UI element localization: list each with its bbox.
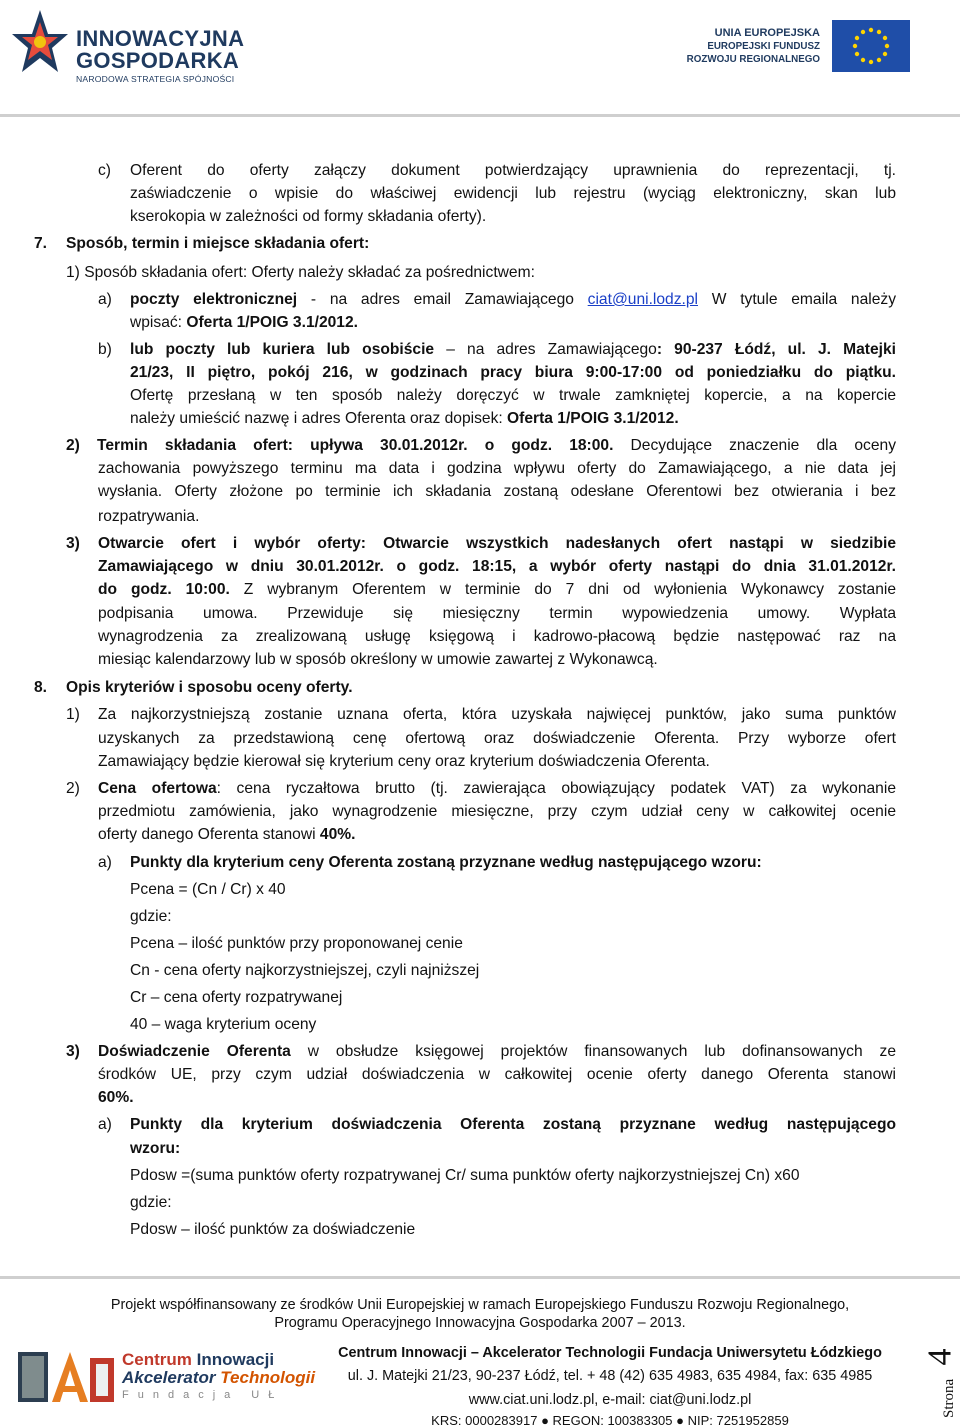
section-7-item1: 1) Sposób składania ofert: Oferty należy składać za pośrednictwem: bbox=[66, 264, 535, 281]
krs-number: KRS: 0000283917 bbox=[431, 1413, 538, 1427]
page-label: Strona bbox=[941, 1378, 957, 1418]
section-8-title: Opis kryteriów i sposobu oceny oferty. bbox=[66, 679, 353, 696]
footer-org-name: Centrum Innowacji – Akcelerator Technologii Fundacja Uniwersytetu Łódzkiego bbox=[338, 1345, 882, 1361]
s7-b-line4-text: należy umieścić nazwę i adres Oferenta oraz dopisek: bbox=[130, 410, 508, 427]
section-7-b-line1 bbox=[130, 340, 896, 360]
s7-a-bold: poczty elektronicznej bbox=[130, 291, 298, 308]
email-link[interactable]: ciat@uni.lodz.pl bbox=[587, 291, 698, 308]
ig-logo-line1: INNOWACYJNA bbox=[76, 26, 245, 51]
s8-2-line3-bold: 40%. bbox=[319, 826, 356, 843]
section-7-item2-line1 bbox=[66, 436, 896, 456]
section-8-3a-def1: Pdosw – ilość punktów za doświadczenie bbox=[130, 1221, 416, 1238]
section-8-3a-formula: Pdosw =(suma punktów oferty rozpatrywanej Cr/ suma punktów oferty najkorzystniejszej Cn) x60 bbox=[130, 1167, 800, 1184]
section-8-item2-line3 bbox=[98, 825, 355, 845]
item-c-label: c) bbox=[98, 162, 111, 179]
page-header bbox=[0, 0, 960, 110]
s7-b-bold: lub poczty lub kuriera lub osobiście bbox=[130, 341, 435, 358]
cai-mark-icon bbox=[18, 1348, 118, 1406]
section-8-2a-label: a) bbox=[98, 854, 112, 871]
section-7-item3-line4: podpisania umowa. Przewiduje się miesięczny termin wypowiedzenia umowy. Wypłata bbox=[98, 605, 896, 622]
section-7-b-line4 bbox=[130, 409, 679, 429]
s7-b-text: – na adres Zamawiającego bbox=[434, 341, 657, 358]
section-7-item3-line6: miesiąc kalendarzowy lub w sposób określony w umowie zawartej z Wykonawcą. bbox=[98, 651, 658, 668]
section-8-item2-label: 2) bbox=[66, 780, 80, 797]
s7-3-line3-bold: do godz. 10:00. bbox=[98, 581, 230, 598]
section-8-item1-line3: Zamawiający będzie kierował się kryterium ceny oraz kryterium doświadczenia Oferenta. bbox=[98, 753, 710, 770]
section-8-2a-def4: 40 – waga kryterium oceny bbox=[130, 1016, 317, 1033]
page-number: 4 bbox=[921, 1348, 959, 1366]
s7-a-text2: W tytule emaila należy bbox=[698, 291, 897, 308]
cai-logo-line1b: Innowacji bbox=[191, 1350, 275, 1369]
s8-2-text: : cena ryczałtowa brutto (tj. zawierająca obowiązujący podatek VAT) za wykonanie bbox=[216, 780, 896, 797]
cai-logo-line3: Fundacja UŁ bbox=[122, 1389, 284, 1401]
section-8-2a-def2: Cn - cena oferty najkorzystniejszej, czyli najniższej bbox=[130, 962, 480, 979]
section-8-item3-line2: środków UE, przy czym udział doświadczenia w całkowitej ocenie oferty danego Oferenta stanowi bbox=[98, 1066, 896, 1083]
s8-3-text: w obsłudze księgowej projektów finansowanych lub dofinansowanych ze bbox=[290, 1043, 897, 1060]
section-8-item2-line1 bbox=[98, 779, 896, 799]
section-8-2a-title: Punkty dla kryterium ceny Oferenta zostaną przyznane według następującego wzoru: bbox=[130, 854, 762, 871]
s7-3-line3-text: Z wybranym Oferentem w terminie do 7 dni od wyłonienia Wykonawcy zostanie bbox=[229, 581, 896, 598]
s7-a-text: - na adres email Zamawiającego bbox=[297, 291, 588, 308]
item-c-line2: zaświadczenie o wpisie do właściwej ewidencji lub rejestru (wyciąg elektroniczny, skan lub bbox=[130, 185, 896, 202]
ig-logo-line3: NARODOWA STRATEGIA SPÓJNOŚCI bbox=[76, 74, 235, 84]
section-7-b-line2: 21/23, II piętro, pokój 216, w godzinach pracy biura 9:00-17:00 od poniedziałku do piątku. bbox=[130, 364, 896, 381]
section-8-item2-line2: przedmiotu zamówienia, jako wynagrodzenie miesięczne, przy czym udział ceny w całkowitej ocenie bbox=[98, 803, 896, 820]
section-8-2a-gdzie: gdzie: bbox=[130, 908, 172, 925]
section-7-b-line3: Ofertę przesłaną w ten sposób należy doręczyć w trwale zamkniętej kopercie, a na kopercie bbox=[130, 387, 896, 404]
footer-registry bbox=[308, 1412, 912, 1427]
section-7-b-label: b) bbox=[98, 341, 112, 358]
section-8-3a-line1: Punkty dla kryterium doświadczenia Oferenta zostaną przyznane według następującego bbox=[130, 1116, 896, 1133]
eu-logo bbox=[686, 20, 910, 80]
eu-logo-line2: EUROPEJSKI FUNDUSZ bbox=[707, 41, 820, 52]
bullet-icon: ● bbox=[676, 1413, 684, 1427]
s7-a-line2-bold: Oferta 1/POIG 3.1/2012. bbox=[186, 314, 358, 331]
cai-logo-line1 bbox=[122, 1350, 274, 1370]
section-7-a-line1 bbox=[130, 290, 896, 310]
header-divider bbox=[0, 114, 960, 117]
cai-logo-line2 bbox=[122, 1368, 315, 1388]
ig-logo-line2: GOSPODARKA bbox=[76, 48, 240, 73]
section-8-3a-line2: wzoru: bbox=[130, 1140, 181, 1157]
section-8-2a-formula: Pcena = (Cn / Cr) x 40 bbox=[130, 881, 286, 898]
section-8-3a-label: a) bbox=[98, 1116, 112, 1133]
footer-funding-line2: Programu Operacyjnego Innowacyjna Gospodarka 2007 – 2013. bbox=[274, 1315, 686, 1331]
section-7-item2-line4: rozpatrywania. bbox=[98, 508, 200, 525]
eu-logo-line1: UNIA EUROPEJSKA bbox=[714, 27, 820, 39]
section-8-item3-label: 3) bbox=[66, 1043, 80, 1060]
section-8-3a-gdzie: gdzie: bbox=[130, 1194, 172, 1211]
cai-logo-line2a: Akcelerator bbox=[122, 1368, 216, 1387]
section-8-2a-def3: Cr – cena oferty rozpatrywanej bbox=[130, 989, 343, 1006]
item-c-line3: kserokopia w zależności od formy składania oferty). bbox=[130, 208, 487, 225]
s7-a-line2-text: wpisać: bbox=[130, 314, 187, 331]
section-7-title: Sposób, termin i miejsce składania ofert: bbox=[66, 235, 370, 252]
s8-2-bold: Cena ofertowa bbox=[98, 780, 217, 797]
section-8-item1-line2: uzyskanych za przedstawioną cenę ofertową oraz doświadczenie Oferenta. Przy wyborze ofert bbox=[98, 730, 896, 747]
footer-web[interactable]: www.ciat.uni.lodz.pl, e-mail: ciat@uni.lodz.pl bbox=[468, 1392, 752, 1408]
s7-b-bold2: : 90-237 Łódź, ul. J. Matejki bbox=[656, 341, 896, 358]
item-c-line1: Oferent do oferty załączy dokument potwierdzający uprawnienia do reprezentacji, tj. bbox=[130, 162, 896, 179]
section-7-item3-label: 3) bbox=[66, 535, 80, 552]
section-8-2a-def1: Pcena – ilość punktów przy proponowanej cenie bbox=[130, 935, 463, 952]
s8-2-line3-text: oferty danego Oferenta stanowi bbox=[98, 826, 320, 843]
section-7-a-label: a) bbox=[98, 291, 112, 308]
section-8-item3-line1 bbox=[98, 1042, 896, 1062]
section-7-number: 7. bbox=[34, 235, 48, 252]
section-7-item3-line1: Otwarcie ofert i wybór oferty: Otwarcie wszystkich nadesłanych ofert nastąpi w siedzibie bbox=[98, 535, 896, 552]
section-8-item3-line3: 60%. bbox=[98, 1089, 134, 1106]
s7-b-line4-bold: Oferta 1/POIG 3.1/2012. bbox=[507, 410, 679, 427]
footer-funding-line1: Projekt współfinansowany ze środków Unii Europejskiej w ramach Europejskiego Funduszu Rozwoju Regionalnego, bbox=[110, 1297, 850, 1313]
section-8-item1-line1: Za najkorzystniejszą zostanie uznana oferta, która uzyskała najwięcej punktów, jako suma punktów bbox=[98, 706, 896, 723]
footer-address: ul. J. Matejki 21/23, 90-237 Łódź, tel. + 48 (42) 635 4983, 635 4984, fax: 635 4985 bbox=[347, 1368, 873, 1384]
section-7-item2-line3: wysłania. Oferty złożone po terminie ich składania zostaną odesłane Oferentowi bez otwierania i bez bbox=[98, 483, 896, 500]
section-7-item3-line3 bbox=[98, 580, 896, 600]
cai-logo-line2b: Technologii bbox=[215, 1368, 316, 1387]
centrum-innowacji-logo bbox=[18, 1344, 316, 1410]
nip-number: NIP: 7251952859 bbox=[687, 1413, 789, 1427]
footer-divider bbox=[0, 1276, 960, 1279]
section-7-item3-line2: Zamawiającego w dniu 30.01.2012r. o godz. 18:15, a wybór oferty nastąpi do dnia 31.01.2012r. bbox=[98, 558, 896, 575]
bullet-icon: ● bbox=[541, 1413, 549, 1427]
s8-3-bold: Doświadczenie Oferenta bbox=[98, 1043, 291, 1060]
section-7-item3-line5: wynagrodzenia za zrealizowaną usługę księgową i kadrowo-płacową będzie następować raz na bbox=[98, 628, 896, 645]
ig-star-icon bbox=[10, 8, 70, 80]
eu-flag-icon bbox=[832, 20, 910, 72]
s7-2-bold: 2) Termin składania ofert: upływa 30.01.2012r. o godz. 18:00. bbox=[66, 437, 614, 454]
regon-number: REGON: 100383305 bbox=[552, 1413, 673, 1427]
section-8-item1-label: 1) bbox=[66, 706, 80, 723]
innowacyjna-gospodarka-logo bbox=[10, 8, 245, 86]
section-7-a-line2 bbox=[130, 313, 358, 333]
s7-2-text: Decydujące znaczenie dla oceny bbox=[613, 437, 896, 454]
section-8-number: 8. bbox=[34, 679, 48, 696]
section-7-item2-line2: zachowania powyższego terminu ma data i godzina wpływu oferty do Zamawiającego, a nie data jej bbox=[98, 460, 896, 477]
eu-logo-line3: ROZWOJU REGIONALNEGO bbox=[686, 54, 820, 65]
cai-logo-line1a: Centrum bbox=[122, 1350, 192, 1369]
